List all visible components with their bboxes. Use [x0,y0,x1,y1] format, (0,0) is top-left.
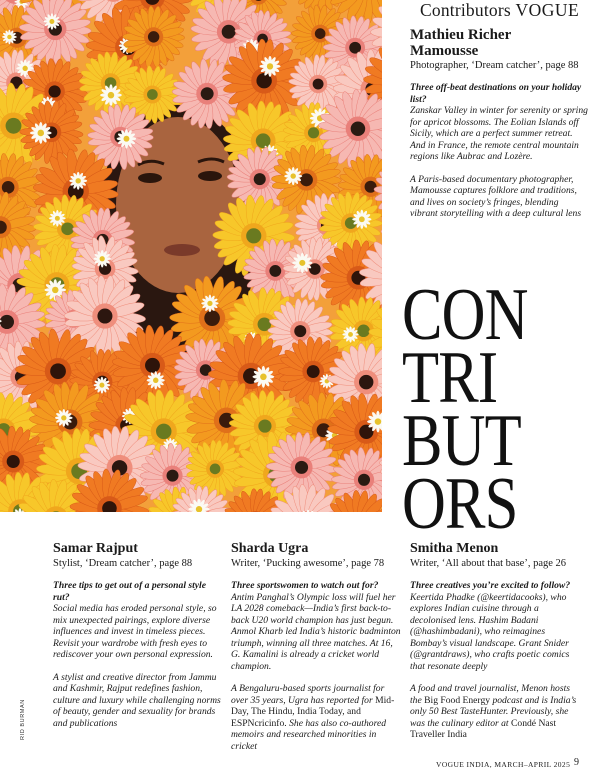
contributor-bio [410,683,580,741]
bio-text-end: She has also co-authored memoirs and researched minorities in cricket [231,717,387,752]
contributor-bio: A stylist and creative director from Jammu and Kashmir, Rajput redefines fashion, culture and luxury while challenging norms of beauty, gender and sexuality for brands and publications [53,671,221,729]
name-line-2: Mamousse [410,43,479,59]
contributor-bio [231,683,401,752]
contributor-answer: Social media has eroded personal style, so mix unexpected pairings, explore diverse influences and invest in timeless pieces. Revisit your wardrobe with fresh eyes to rediscover your own personal expression. [53,603,217,660]
contributor-role: Photographer, ‘Dream catcher’, page 88 [410,60,579,71]
flower-portrait-image [0,0,382,512]
page-title [420,0,579,21]
contributor-name: Smitha Menon [410,541,499,556]
contributor-name: Samar Rajput [53,541,138,556]
contributors-display-title [402,274,558,545]
bio-publications: Mid-Day, The Hindu, India Today, and ESPNcricinfo. [231,694,395,729]
contributor-question: Three creatives you’re excited to follow? [410,580,571,591]
contributor-answer: Zanskar Valley in winter for serenity or spring for apricot blossoms. The Eolian Islands off Sicily, which are a perfect summer retreat. And in France, the remote central mountain regions like Aubrac and Lozère. [410,105,588,162]
bio-text: A Bengaluru-based sports journalist for over 35 years, Ugra has reported for [231,683,385,706]
contributor-answer: Antim Panghal’s Olympic loss will fuel her LA 2028 comeback—India’s first back-to-back U20 world champion has just begun. Anmol Kharb led India’s historic badminton triumph, winning all three matches. At 16, G. Kamalini is already a cricket world champion. [231,591,401,672]
contributor-role: Writer, ‘Pucking awesome’, page 78 [231,558,385,569]
bio-text: A food and travel journalist, Menon hosts the [410,683,570,706]
contributor-question: Three tips to get out of a personal style rut? [53,580,206,603]
contributor-name [410,27,588,59]
contributor-menon [410,541,580,741]
name-line-1: Mathieu Richer [410,27,512,43]
contributor-question: Three off-beat destinations on your holiday list? [410,82,582,105]
page-footer: VOGUE INDIA, MARCH–APRIL 2025 [436,760,571,769]
contributor-role: Stylist, ‘Dream catcher’, page 88 [53,558,193,569]
contributor-role: Writer, ‘All about that base’, page 26 [410,558,567,569]
cover-photo [0,0,382,512]
contributor-answer: Keertida Phadke (@keertidacooks), who explores Indian cuisine through a decolonised lens. Hashim Badani (@hashimbadani), who reimagines Bombay’s visual landscape. Grant Snider (@grantdraws), who crafts poetic comics that resonate deeply [410,591,570,672]
contributor-name: Sharda Ugra [231,541,309,556]
photo-credit: RID BURMAN [20,699,26,740]
page-number: 9 [574,757,579,768]
contributor-rajput [53,541,223,729]
bio-text-middle: podcast and is India’s only 50 Best TasteHunter. Previously, she was the culinary editor at [410,694,577,729]
bio-podcast: Big Food Energy [424,694,491,706]
contributor-ugra [231,541,401,752]
title-line-3: BUT [402,400,521,482]
contributor-mamousse [410,27,588,220]
title-line-4: ORS [402,463,518,545]
contributor-bio: A Paris-based documentary photographer, Mamousse captures folklore and traditions, and lives on society’s fringes, blending vibrant storytelling with a deep cultural lens [410,173,582,219]
brand-label: VOGUE [515,0,580,20]
section-label: Contributors [420,0,511,20]
title-line-2: TRI [402,337,498,419]
contributor-question: Three sportswomen to watch out for? [231,580,379,591]
title-line-1: CON [402,274,528,356]
bio-publication: Condé Nast Traveller India [410,717,557,740]
